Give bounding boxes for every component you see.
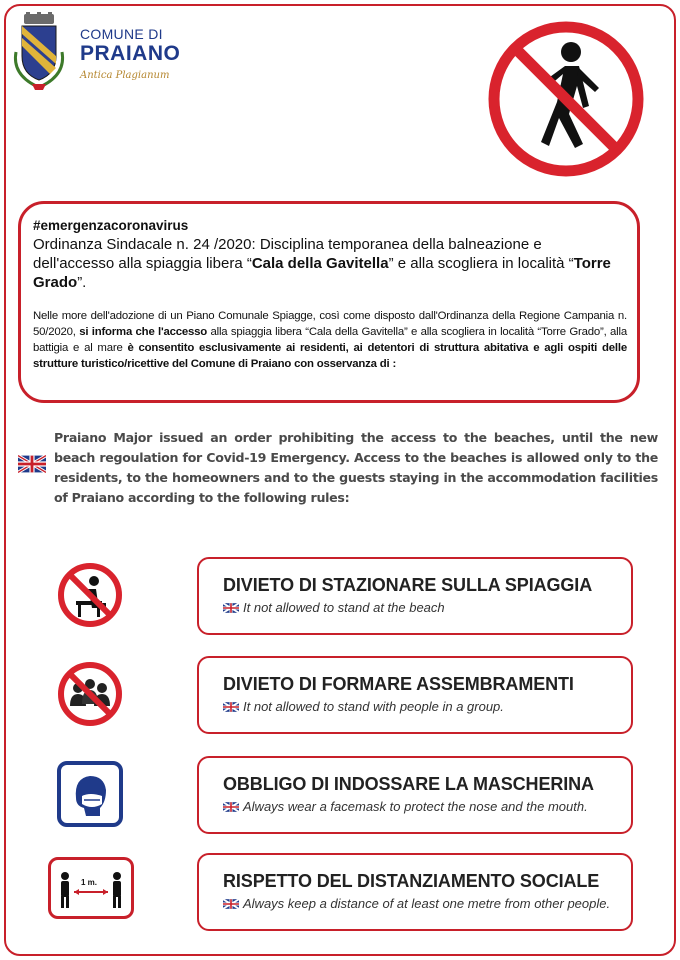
distance-figures-icon	[55, 870, 127, 910]
rule-subtitle-row	[223, 799, 631, 814]
rule-box-facemask	[197, 756, 633, 834]
facemask-icon	[56, 760, 124, 828]
rule-box-no-gatherings	[197, 656, 633, 734]
rule-subtitle-row	[223, 896, 631, 911]
ordinance-title	[33, 235, 627, 292]
rule-box-social-distance	[197, 853, 633, 931]
rule-subtitle: Always wear a facemask to protect the nose and the mouth.	[243, 799, 588, 814]
rule-title: DIVIETO DI STAZIONARE SULLA SPIAGGIA	[223, 575, 593, 595]
no-pedestrian-icon	[487, 14, 645, 184]
ordinance-body-bold1: si informa che l'accesso	[79, 326, 208, 338]
comune-motto: Antica Plagianum	[80, 70, 170, 81]
hashtag: #emergenzacoronavirus	[33, 218, 189, 233]
ordinance-body-part1: Nelle more dell'adozione di un Piano Comunale Spiagge, così come disposto dall'Ordinanza della Regione Campania n. 50/2020,	[33, 310, 627, 338]
rule-subtitle-row	[223, 600, 631, 615]
ordinance-body-bold2: è consentito esclusivamente ai residenti, ai detentori di struttura abitativa e agli ospiti delle strutture turistico/ricettive del Comune di Praiano con osservanza di :	[33, 342, 627, 370]
rule-subtitle: Always keep a distance of at least one metre from other people.	[243, 896, 611, 911]
ordinance-body-part2: alla spiaggia libera “Cala della Gavitella” e alla scogliera in località “Torre Grado”, alla battigia e al mare	[33, 326, 627, 354]
ordinance-title-part1: Ordinanza Sindacale n. 24 /2020: Disciplina temporanea della balneazione e dell'accesso alla spiaggia libera “	[33, 236, 542, 272]
ordinance-title-part3: ”.	[77, 274, 87, 291]
uk-flag-icon	[223, 802, 239, 812]
uk-flag-icon	[223, 899, 239, 909]
ordinance-title-place1: Cala della Gavitella	[251, 255, 389, 272]
rule-title: DIVIETO DI FORMARE ASSEMBRAMENTI	[223, 674, 574, 694]
social-distance-icon	[48, 857, 134, 919]
rule-subtitle: It not allowed to stand with people in a group.	[243, 699, 504, 714]
uk-flag-icon	[223, 603, 239, 613]
distance-label: 1 m.	[81, 878, 98, 887]
rule-subtitle-row	[223, 699, 631, 714]
uk-flag-icon	[18, 455, 46, 473]
ordinance-title-place2: Torre Grado	[33, 255, 611, 291]
ordinance-body	[33, 308, 627, 372]
ordinance-box	[18, 201, 640, 403]
uk-flag-icon	[223, 702, 239, 712]
english-notice: Praiano Major issued an order prohibiting the access to the beaches, until the new beach regoulation for Covid-19 Emergency. Access to the beaches is allowed only to the residents, to the homeowners and to the guests staying in the accommodation facilities of Praiano according to the following rules:	[54, 430, 658, 505]
comune-label: COMUNE DI	[80, 26, 163, 42]
rule-title: OBBLIGO DI INDOSSARE LA MASCHERINA	[223, 774, 594, 794]
rule-box-no-standing	[197, 557, 633, 635]
ordinance-title-part2: ” e alla scogliera in località “	[388, 255, 574, 272]
no-crowd-icon	[56, 660, 124, 728]
rule-title: RISPETTO DEL DISTANZIAMENTO SOCIALE	[223, 871, 600, 891]
rule-subtitle: It not allowed to stand at the beach	[243, 600, 445, 615]
comune-name: PRAIANO	[80, 42, 181, 65]
no-sitting-icon	[56, 561, 124, 629]
municipal-crest-icon	[10, 12, 68, 92]
